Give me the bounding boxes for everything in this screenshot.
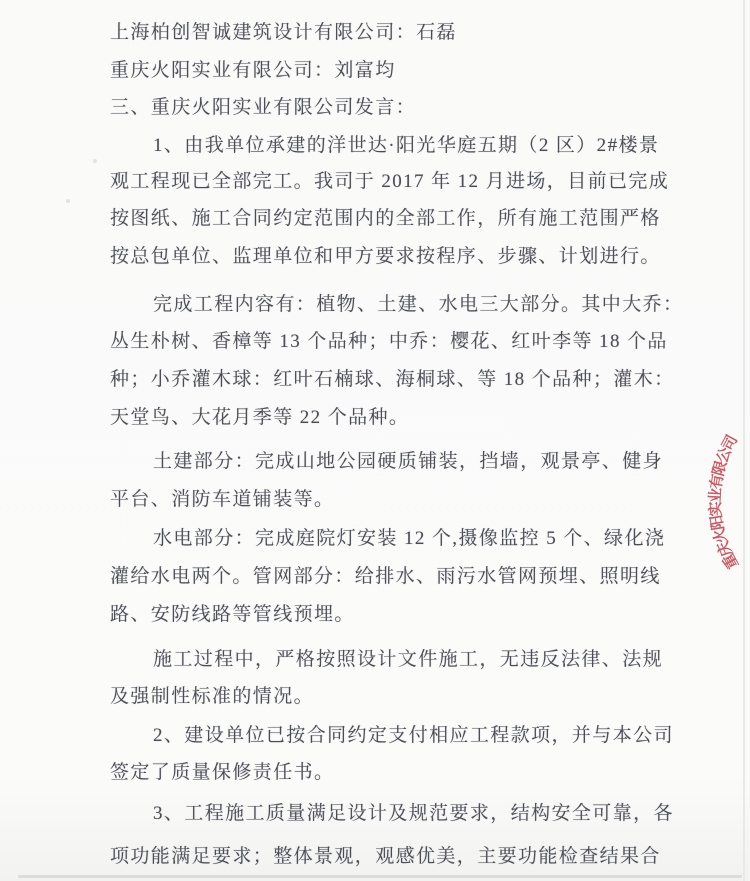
text-line: 完成工程内容有：植物、土建、水电三大部分。其中大乔： xyxy=(153,294,684,315)
text-line: 及强制性标准的情况。 xyxy=(110,686,315,707)
text-line: 3、工程施工质量满足设计及规范要求，结构安全可靠，各 xyxy=(153,803,674,824)
text-line: 路、安防线路等管线预埋。 xyxy=(110,604,355,625)
text-line: 观工程现已全部完工。我司于 2017 年 12 月进场，目前已完成 xyxy=(110,171,670,192)
seal-arc-text: 重庆火阳实业有限公司 xyxy=(707,430,743,572)
scan-edge-line xyxy=(743,0,745,881)
text-line: 1、由我单位承建的洋世达·阳光华庭五期（2 区）2#楼景 xyxy=(153,135,660,156)
text-line: 重庆火阳实业有限公司：刘富均 xyxy=(110,60,396,81)
text-line: 三、重庆火阳实业有限公司发言： xyxy=(110,97,417,118)
text-line: 水电部分：完成庭院灯安装 12 个,摄像监控 5 个、绿化浇 xyxy=(153,528,666,549)
text-line: 天堂鸟、大花月季等 22 个品种。 xyxy=(110,407,410,428)
text-line: 签定了质量保修责任书。 xyxy=(110,762,335,783)
text-line: 种；小乔灌木球：红叶石楠球、海桐球、等 18 个品种；灌木： xyxy=(110,369,675,390)
scan-bottom-line xyxy=(18,875,742,878)
text-line: 丛生朴树、香樟等 13 个品种；中乔：樱花、红叶李等 18 个品 xyxy=(110,331,668,352)
text-line: 项功能满足要求；整体景观，观感优美，主要功能检查结果合 xyxy=(110,846,661,867)
text-line: 按总包单位、监理单位和甲方要求按程序、步骤、计划进行。 xyxy=(110,246,661,267)
text-line: 按图纸、施工合同约定范围内的全部工作，所有施工范围严格 xyxy=(110,208,661,229)
text-line: 灌给水电两个。管网部分：给排水、雨污水管网预埋、照明线 xyxy=(110,566,661,587)
text-line: 上海柏创智诚建筑设计有限公司：石磊 xyxy=(110,22,457,43)
text-line: 施工过程中，严格按照设计文件施工，无违反法律、法规 xyxy=(153,649,664,670)
scan-speck xyxy=(93,159,97,163)
text-line: 土建部分：完成山地公园硬质铺装，挡墙，观景亭、健身 xyxy=(153,451,664,472)
text-line: 平台、消防车道铺装等。 xyxy=(110,489,335,510)
scan-speck xyxy=(66,199,70,203)
text-line: 2、建设单位已按合同约定支付相应工程款项，并与本公司 xyxy=(153,725,674,746)
